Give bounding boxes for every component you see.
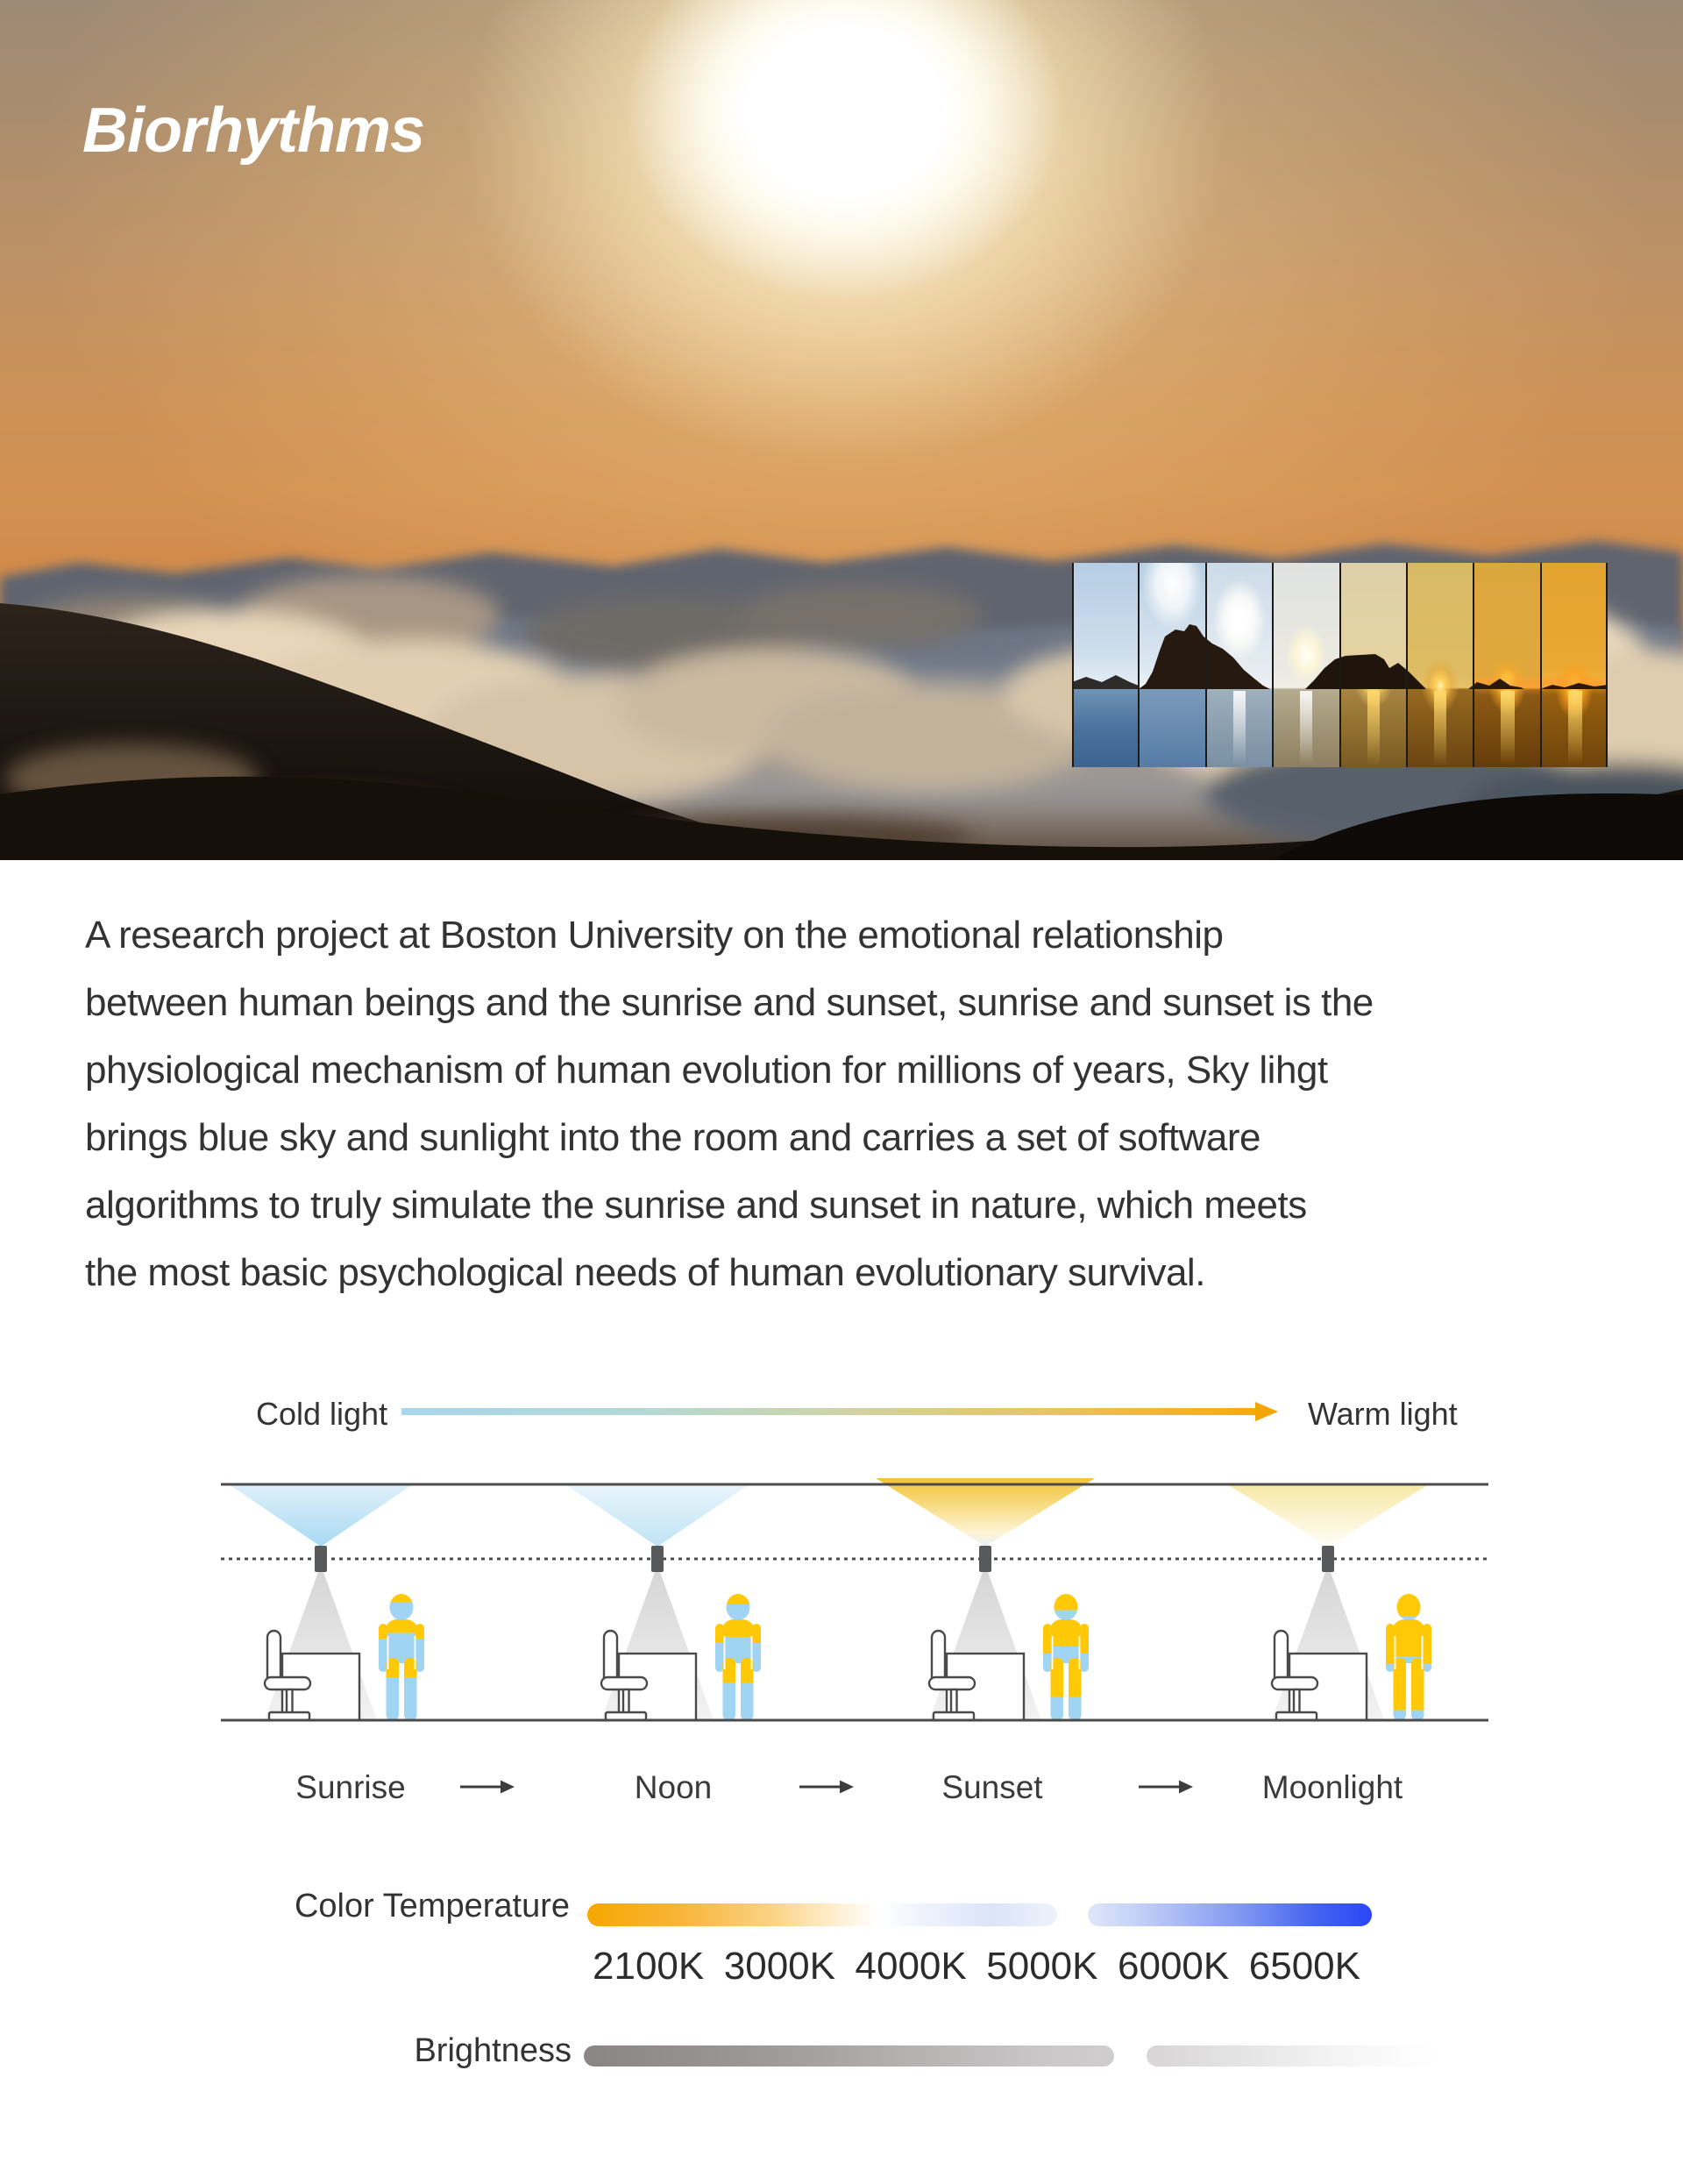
temp-tick: 3000K	[723, 1945, 835, 1988]
color-temperature-label: Color Temperature	[294, 1888, 570, 1924]
scene-noon	[565, 1484, 761, 1720]
up-light-cone	[229, 1484, 413, 1547]
person-icon	[379, 1594, 424, 1720]
temp-bar-warm-segment	[587, 1903, 1057, 1926]
cold-light-label: Cold light	[256, 1396, 388, 1432]
phase-label-moonlight: Moonlight	[1261, 1769, 1403, 1805]
arrow-right-icon	[460, 1780, 515, 1794]
paragraph-line: algorithms to truly simulate the sunrise and sunset in nature, which meets	[85, 1184, 1307, 1227]
paragraph-line: physiological mechanism of human evolution for millions of years, Sky lihgt	[85, 1049, 1328, 1092]
phase-label-sunrise: Sunrise	[295, 1769, 406, 1805]
temp-tick: 2100K	[593, 1945, 705, 1988]
strip-dividers	[1073, 563, 1607, 767]
intro-paragraph	[85, 901, 1654, 1306]
cold-warm-gradient-arrow	[401, 1408, 1257, 1415]
temp-tick: 6000K	[1118, 1945, 1230, 1988]
temp-bar-cool-segment	[1088, 1903, 1372, 1926]
temp-tick: 6500K	[1248, 1945, 1360, 1988]
up-light-cone	[565, 1484, 749, 1547]
paragraph-line: brings blue sky and sunlight into the room and carries a set of software	[85, 1116, 1260, 1159]
page-title: Biorhythms	[82, 96, 425, 166]
up-light-cone	[876, 1478, 1095, 1547]
day-cycle-strip-art	[1072, 563, 1608, 767]
brightness-label: Brightness	[414, 2032, 572, 2069]
temp-tick: 4000K	[855, 1945, 967, 1988]
paragraph-line: the most basic psychological needs of human evolutionary survival.	[85, 1251, 1205, 1294]
warm-light-label: Warm light	[1308, 1396, 1458, 1432]
brightness-bar	[584, 2045, 1438, 2067]
gradient-arrowhead-icon	[1255, 1402, 1278, 1421]
paragraph-line: A research project at Boston University on the emotional relationship	[85, 914, 1224, 957]
color-temperature-bar	[587, 1903, 1372, 1926]
person-icon	[715, 1594, 761, 1720]
arrow-right-icon	[799, 1780, 854, 1794]
scene-moonlight	[1227, 1484, 1431, 1720]
temp-tick: 5000K	[986, 1945, 1098, 1988]
scene-sunrise	[229, 1484, 424, 1720]
arrow-right-icon	[1139, 1780, 1193, 1794]
scene-sunset	[876, 1478, 1095, 1720]
brightness-segment-1	[584, 2045, 1114, 2067]
person-icon	[1043, 1594, 1089, 1720]
scenes-diagram	[219, 1473, 1490, 1723]
paragraph-line: between human beings and the sunrise and sunset, sunrise and sunset is the	[85, 981, 1374, 1024]
up-light-cone	[1227, 1484, 1429, 1547]
brightness-segment-2	[1147, 2045, 1438, 2067]
hero-image	[0, 0, 1683, 860]
phase-label-noon: Noon	[634, 1769, 713, 1805]
person-icon	[1386, 1594, 1431, 1720]
phase-label-sunset: Sunset	[941, 1769, 1043, 1805]
color-temperature-ticks	[593, 1945, 1360, 1988]
